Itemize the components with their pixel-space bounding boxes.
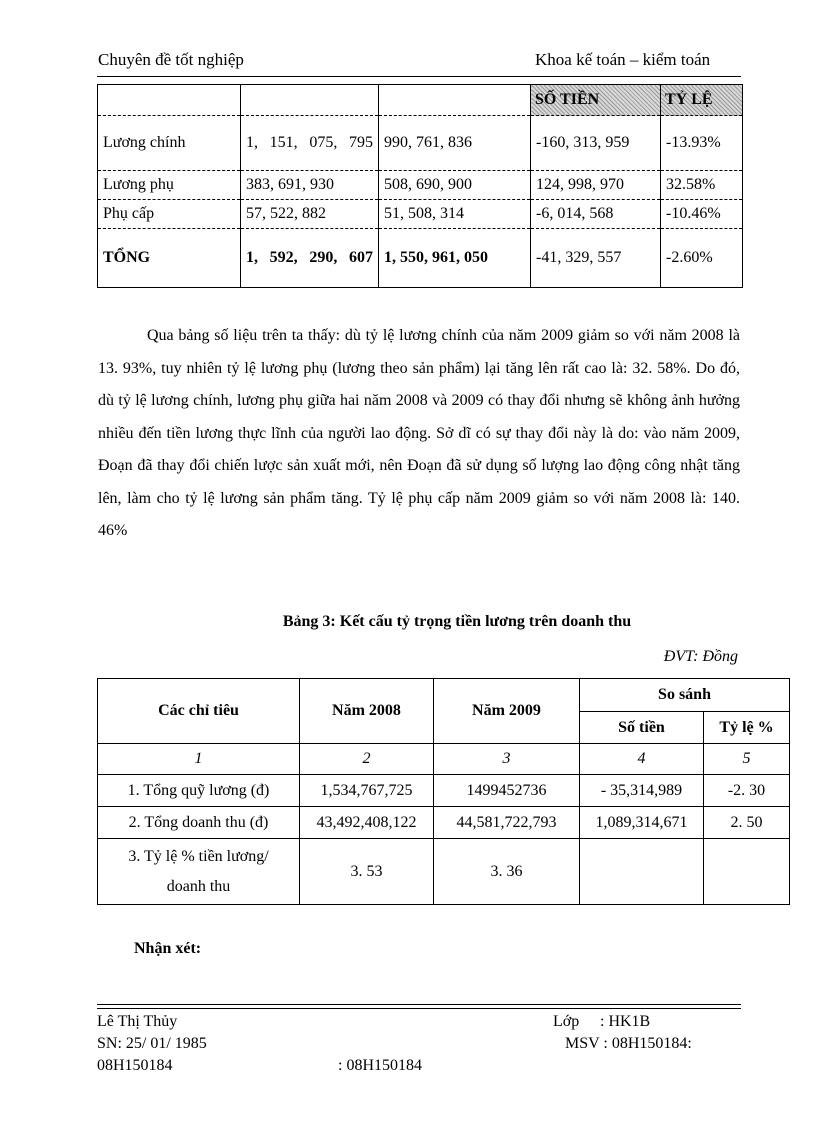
row-label: Lương phụ	[98, 171, 241, 200]
cell-2009: 1, 550, 961, 050	[379, 229, 531, 288]
header-2009: Năm 2009	[434, 679, 580, 744]
header-2008: Năm 2008	[300, 679, 434, 744]
footer-class-value: : HK1B	[600, 1013, 651, 1030]
header-ratio: Tỷ lệ %	[704, 712, 790, 744]
remark-heading: Nhận xét:	[134, 940, 202, 957]
table-row-total	[98, 229, 743, 288]
header-divider	[97, 76, 741, 77]
table-row	[98, 807, 790, 839]
index-cell: 4	[580, 744, 704, 775]
footer-code-2: : 08H150184	[338, 1057, 422, 1074]
footer-divider	[97, 1008, 741, 1009]
cell-2009: 44,581,722,793	[434, 807, 580, 839]
cell-2008: 3. 53	[300, 839, 434, 905]
footer-code: 08H150184	[97, 1057, 173, 1074]
row-label: TỔNG	[98, 229, 241, 288]
row-label-line: doanh thu	[166, 877, 231, 895]
cell-2009: 1499452736	[434, 775, 580, 807]
row-label: Phụ cấp	[98, 200, 241, 229]
table-row	[98, 171, 743, 200]
table2-header-row	[98, 679, 790, 712]
salary-comparison-table	[97, 84, 743, 288]
row-label: 2. Tổng doanh thu (đ)	[98, 807, 300, 839]
header-department: Khoa kế toán – kiểm toán	[535, 50, 711, 69]
footer-divider	[97, 1004, 741, 1005]
footer-dob: SN: 25/ 01/ 1985	[97, 1035, 207, 1052]
paragraph-text: Qua bảng số liệu trên ta thấy: dù tỷ lệ lương chính của năm 2009 giảm so với năm 2008 là 13. 93%, tuy nhiên tỷ lệ lương phụ (lương theo sản phẩm) lại tăng lên rất cao là: 32. 58%. Do đó, dù tỷ lệ lương chính, lương phụ giữa hai năm 2008 và 2009 có thay đổi nhưng sẽ không ảnh hưởng nhiều đến tiền lương thực lĩnh của người lao động. Sở dĩ có sự thay đổi này là do: vào năm 2009, Đoạn đã thay đổi chiến lược sản xuất mới, nên Đoạn đã sử dụng số lượng lao động công nhật tăng lên, làm cho tỷ lệ lương sản phẩm tăng. Tỷ lệ phụ cấp năm 2009 giảm so với năm 2008 là: 140. 46%	[98, 327, 740, 539]
cell-2008: 1, 151, 075, 795	[241, 116, 379, 171]
cell-amount	[580, 839, 704, 905]
index-cell: 3	[434, 744, 580, 775]
header-compare: So sánh	[580, 679, 790, 712]
table1-head-ratio: TỶ LỆ	[661, 85, 743, 116]
unit-label: ĐVT: Đồng	[663, 648, 738, 665]
cell-ratio: -10.46%	[661, 200, 743, 229]
analysis-paragraph	[98, 320, 740, 548]
header-title: Chuyên đề tốt nghiệp	[98, 50, 244, 69]
table-row	[98, 200, 743, 229]
index-cell: 1	[98, 744, 300, 775]
cell-ratio: -2. 30	[704, 775, 790, 807]
header-amount: Số tiền	[580, 712, 704, 744]
cell-amount: -41, 329, 557	[531, 229, 661, 288]
index-cell: 5	[704, 744, 790, 775]
cell-amount: -160, 313, 959	[531, 116, 661, 171]
table1-header-row	[98, 85, 743, 116]
table-row	[98, 116, 743, 171]
table1-head-cell	[379, 85, 531, 116]
cell-2009: 51, 508, 314	[379, 200, 531, 229]
footer-msv: MSV : 08H150184:	[565, 1035, 692, 1052]
cell-amount: -6, 014, 568	[531, 200, 661, 229]
cell-2009: 990, 761, 836	[379, 116, 531, 171]
cell-2009: 3. 36	[434, 839, 580, 905]
row-label	[98, 839, 300, 905]
cell-amount: 1,089,314,671	[580, 807, 704, 839]
footer-name: Lê Thị Thủy	[97, 1013, 178, 1030]
row-label: 1. Tổng quỹ lương (đ)	[98, 775, 300, 807]
cell-2008: 383, 691, 930	[241, 171, 379, 200]
row-label-line: 3. Tỷ lệ % tiền lương/	[128, 847, 269, 865]
cell-amount: 124, 998, 970	[531, 171, 661, 200]
cell-2008: 43,492,408,122	[300, 807, 434, 839]
index-cell: 2	[300, 744, 434, 775]
cell-ratio: -2.60%	[661, 229, 743, 288]
cell-2008: 1, 592, 290, 607	[241, 229, 379, 288]
table1-head-amount: SỐ TIỀN	[531, 85, 661, 116]
table-caption: Bảng 3: Kết cấu tỷ trọng tiền lương trên doanh thu	[282, 613, 632, 630]
footer-class-label: Lớp	[553, 1013, 580, 1030]
cell-2008: 57, 522, 882	[241, 200, 379, 229]
cell-ratio	[704, 839, 790, 905]
table-row	[98, 775, 790, 807]
table1-head-cell	[241, 85, 379, 116]
cell-ratio: -13.93%	[661, 116, 743, 171]
cell-ratio: 2. 50	[704, 807, 790, 839]
table1-head-cell	[98, 85, 241, 116]
cell-2008: 1,534,767,725	[300, 775, 434, 807]
salary-revenue-table	[97, 678, 790, 905]
row-label: Lương chính	[98, 116, 241, 171]
table-row	[98, 839, 790, 905]
cell-ratio: 32.58%	[661, 171, 743, 200]
cell-2009: 508, 690, 900	[379, 171, 531, 200]
header-indicator: Các chỉ tiêu	[98, 679, 300, 744]
cell-amount: - 35,314,989	[580, 775, 704, 807]
index-row	[98, 744, 790, 775]
